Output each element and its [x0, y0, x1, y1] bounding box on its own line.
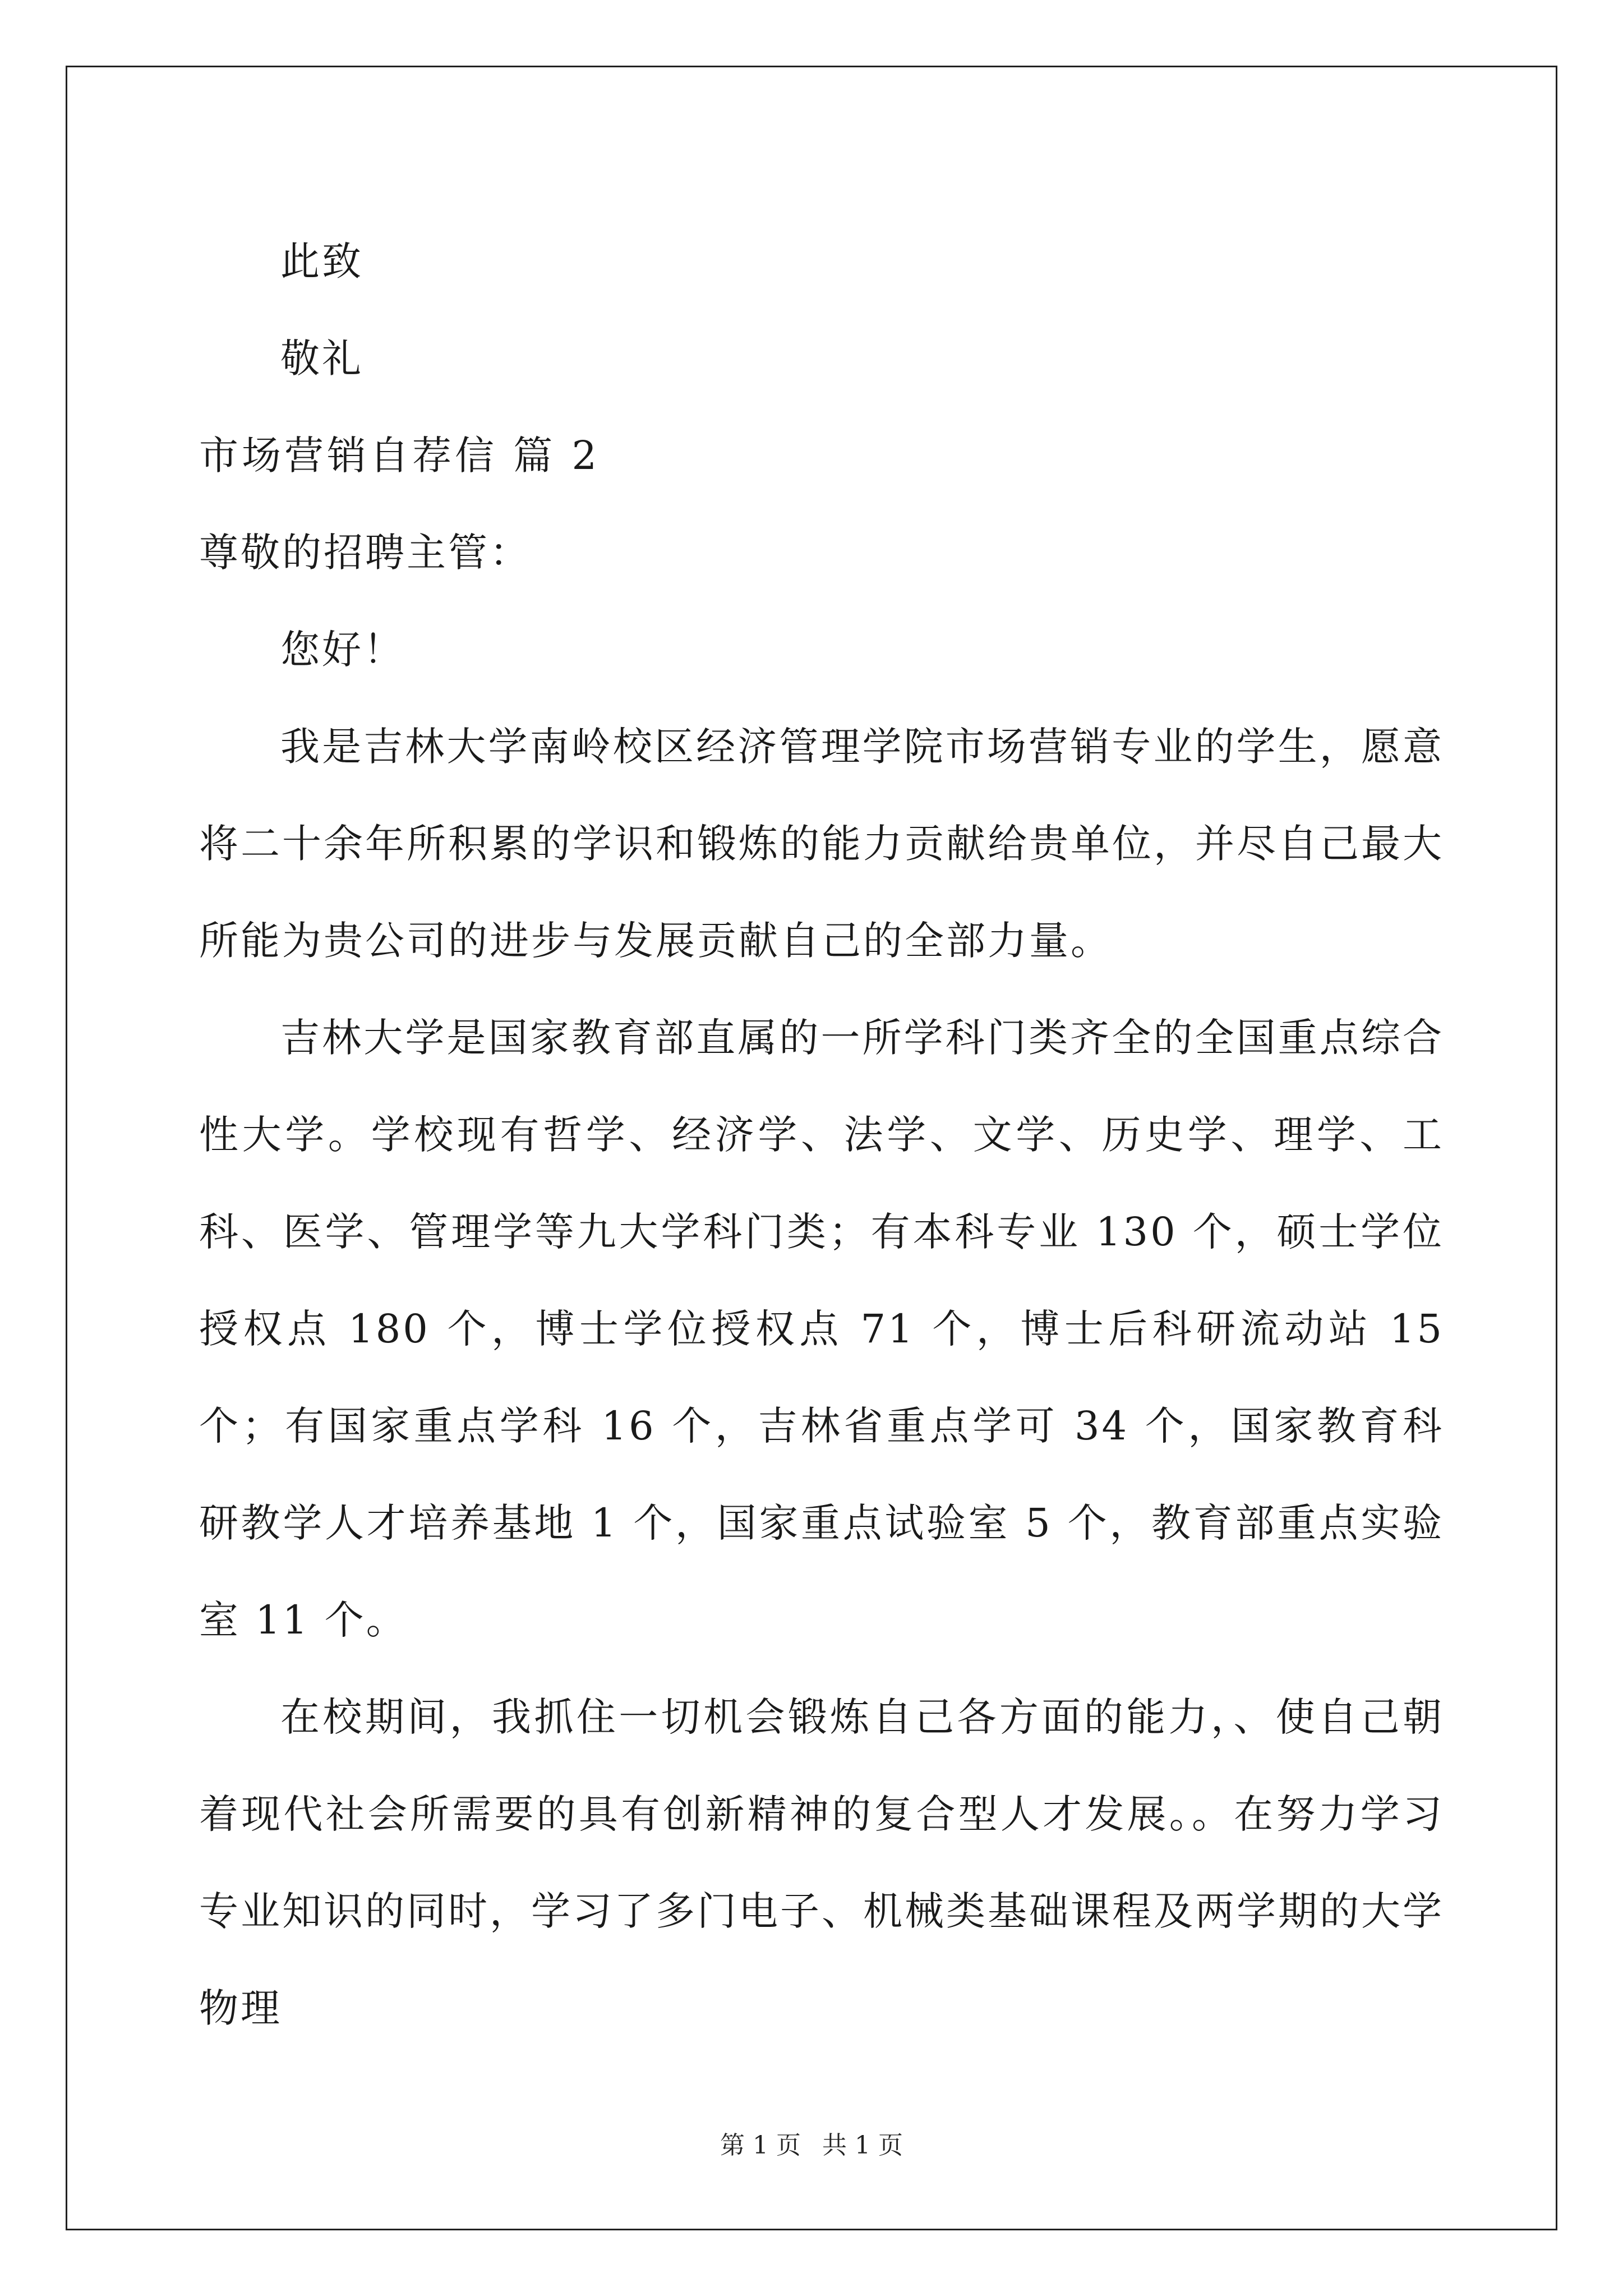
paragraph-intro: [199, 698, 1444, 990]
closing-line-1: 此致: [280, 238, 363, 284]
salutation: 尊敬的招聘主管：: [199, 530, 531, 576]
paragraph-text: 吉林大学是国家教育部直属的一所学科门类齐全的全国重点综合性大学。学校现有哲学、经济学、法学、文学、历史学、理学、工科、医学、管理学等九大学科门类；有本科专业 130 个，硕士学位授权点 180 个，博士学位授权点 71 个，博士后科研流动站 15 个；有国家重点学科 16 个，吉林省重点学可 34 个，国家教育科研教学人才培养基地 1 个，国家重点试验室 5 个，教育部重点实验室 11 个。: [199, 1015, 1444, 1643]
document-body: [199, 213, 1444, 698]
closing-line-2: 敬礼: [280, 335, 363, 381]
paragraph-campus-life: [199, 1669, 1444, 2057]
paragraph-text: 我是吉林大学南岭校区经济管理学院市场营销专业的学生，愿意将二十余年所积累的学识和锻炼的能力贡献给贵单位，并尽自己最大所能为贵公司的进步与发展贡献自己的全部力量。: [199, 724, 1444, 964]
greeting: 您好！: [280, 627, 405, 673]
page-footer: [0, 2125, 1623, 2161]
page-total: 共 1 页: [822, 2131, 903, 2160]
paragraph-university: [199, 990, 1444, 1669]
section-title: 市场营销自荐信 篇 2: [199, 432, 601, 478]
page-number: 第 1 页: [720, 2131, 801, 2160]
paragraph-text: 在校期间，我抓住一切机会锻炼自己各方面的能力，、使自己朝着现代社会所需要的具有创新精神的复合型人才发展。。在努力学习专业知识的同时，学习了多门电子、机械类基础课程及两学期的大学物理: [199, 1694, 1444, 2031]
